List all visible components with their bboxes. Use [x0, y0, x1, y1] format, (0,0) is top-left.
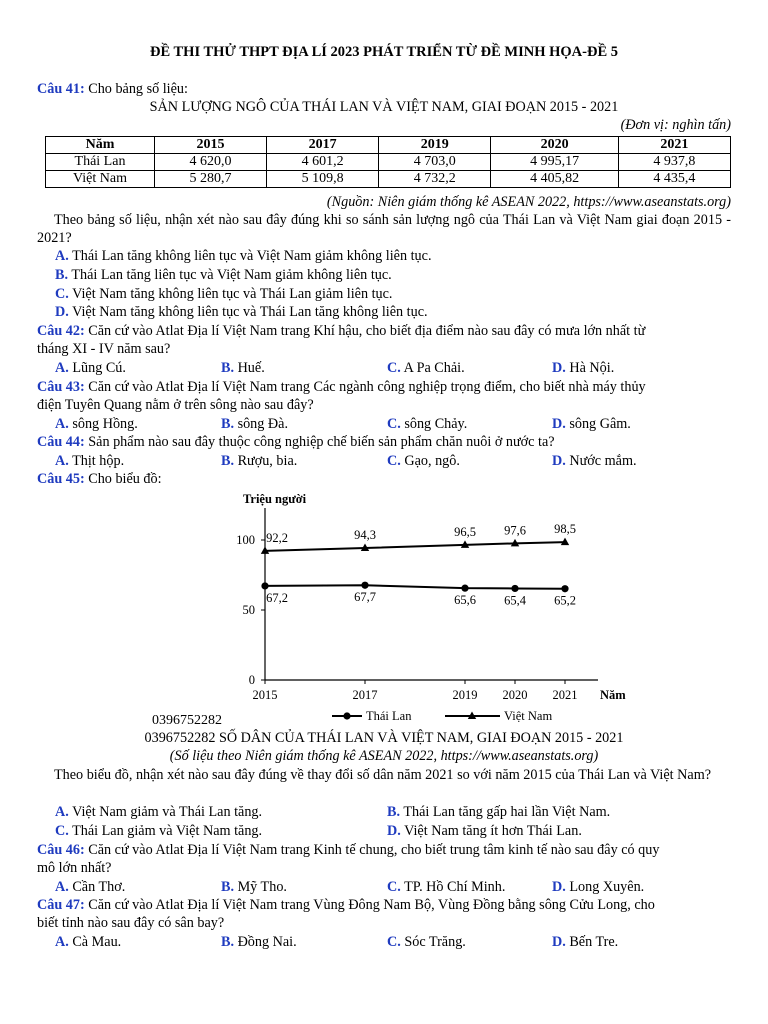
- option-text: Sóc Trăng.: [404, 934, 466, 950]
- option-letter: C.: [55, 823, 69, 839]
- data-label: 97,6: [504, 523, 526, 538]
- q41-question: Theo bảng số liệu, nhận xét nào sau đây đúng khi so sánh sản lượng ngô của Thái Lan và Việt Nam giai đoạn 2015 - 2021?: [37, 212, 731, 246]
- q45-lead: Cho biểu đồ:: [88, 471, 162, 487]
- q46-number: Câu 46:: [37, 842, 85, 858]
- q47-option-c[interactable]: [387, 933, 466, 951]
- legend-label-vietnam: Việt Nam: [504, 709, 553, 723]
- table-cell: Việt Nam: [46, 171, 155, 188]
- table-cell: 5 109,8: [267, 171, 379, 188]
- option-letter: C.: [387, 416, 401, 432]
- legend-label-thailand: Thái Lan: [366, 709, 412, 723]
- q45-option-b[interactable]: [387, 803, 610, 821]
- table-header-cell: 2017: [267, 137, 379, 154]
- x-tick-label: 2019: [452, 688, 478, 702]
- data-label: 67,7: [354, 590, 376, 605]
- option-text: Việt Nam tăng ít hơn Thái Lan.: [404, 823, 582, 839]
- y-tick-label: 100: [236, 533, 255, 547]
- data-label: 65,4: [504, 593, 526, 608]
- q41-unit: (Đơn vị: nghìn tấn): [620, 117, 731, 133]
- q43-text: Căn cứ vào Atlat Địa lí Việt Nam trang Các ngành công nghiệp trọng điểm, cho biết nhà máy thủy: [88, 379, 646, 395]
- y-tick-label: 50: [242, 603, 255, 617]
- option-letter: A.: [55, 248, 69, 264]
- option-letter: A.: [55, 453, 69, 469]
- data-label: 92,2: [266, 530, 288, 545]
- option-text: Mỹ Tho.: [237, 879, 287, 895]
- option-text: Việt Nam tăng không liên tục và Thái Lan tăng không liên tục.: [72, 304, 428, 320]
- table-header-cell: 2020: [491, 137, 619, 154]
- option-text: sông Gâm.: [569, 416, 631, 432]
- q47-line2: biết tỉnh nào sau đây có sân bay?: [37, 915, 225, 931]
- data-label: 67,2: [266, 590, 288, 605]
- table-cell: 4 703,0: [379, 154, 491, 171]
- option-text: sông Hồng.: [72, 416, 138, 432]
- data-point: [361, 582, 368, 589]
- option-text: Thái Lan tăng không liên tục và Việt Nam giảm không liên tục.: [72, 248, 432, 264]
- option-text: Việt Nam giảm và Thái Lan tăng.: [72, 804, 263, 820]
- option-letter: C.: [387, 360, 401, 376]
- table-cell: 4 995,17: [491, 154, 619, 171]
- q45-option-d[interactable]: [387, 822, 582, 840]
- data-label: 98,5: [554, 522, 576, 537]
- option-letter: D.: [552, 360, 566, 376]
- option-text: A Pa Chải.: [403, 360, 465, 376]
- q44-number: Câu 44:: [37, 434, 85, 450]
- data-label: 94,3: [354, 527, 376, 542]
- data-point: [461, 585, 468, 592]
- option-letter: B.: [221, 416, 235, 432]
- x-tick-label: 2020: [502, 688, 528, 702]
- option-text: Thịt hộp.: [72, 453, 125, 469]
- table-cell: 4 732,2: [379, 171, 491, 188]
- y-axis-label: Triệu người: [243, 492, 307, 506]
- q42-text: Căn cứ vào Atlat Địa lí Việt Nam trang Khí hậu, cho biết địa điểm nào sau đây có mưa lớn nhất từ: [88, 323, 646, 339]
- option-letter: C.: [387, 879, 401, 895]
- chart-source: (Số liệu theo Niên giám thống kê ASEAN 2022, https://www.aseanstats.org): [169, 748, 599, 764]
- q46-line2: mô lớn nhất?: [37, 860, 112, 876]
- data-label: 96,5: [454, 524, 476, 539]
- option-text: Việt Nam tăng không liên tục và Thái Lan giảm liên tục.: [72, 286, 393, 302]
- option-letter: B.: [221, 453, 235, 469]
- data-point: [561, 585, 568, 592]
- q46-text: Căn cứ vào Atlat Địa lí Việt Nam trang Kinh tế chung, cho biết trung tâm kinh tế nào sau đây có quy: [88, 842, 660, 858]
- option-text: sông Chảy.: [404, 416, 468, 432]
- option-letter: C.: [387, 453, 401, 469]
- option-letter: D.: [552, 416, 566, 432]
- option-text: Thái Lan tăng gấp hai lần Việt Nam.: [403, 804, 611, 820]
- table-header-cell: 2015: [155, 137, 267, 154]
- q43-line2: điện Tuyên Quang nằm ở trên sông nào sau đây?: [37, 397, 314, 413]
- phone-number: 0396752282: [152, 713, 222, 728]
- data-point: [261, 582, 268, 589]
- option-text: Thái Lan tăng liên tục và Việt Nam giảm không liên tục.: [71, 267, 392, 283]
- data-label: 65,2: [554, 593, 576, 608]
- q47-number: Câu 47:: [37, 897, 85, 913]
- q47-option-a[interactable]: [55, 933, 121, 951]
- option-letter: D.: [387, 823, 401, 839]
- q45-question: Theo biểu đồ, nhận xét nào sau đây đúng về thay đổi số dân năm 2021 so với năm 2015 của Thái Lan và Việt Nam?: [54, 767, 712, 783]
- q46-option-b[interactable]: [221, 878, 287, 896]
- exam-title: ĐỀ THI THỬ THPT ĐỊA LÍ 2023 PHÁT TRIỂN TỪ ĐỀ MINH HỌA-ĐỀ 5: [150, 44, 618, 60]
- option-letter: A.: [55, 416, 69, 432]
- q46-option-c[interactable]: [387, 878, 505, 896]
- option-letter: B.: [387, 804, 401, 820]
- table-cell: 4 435,4: [618, 171, 730, 188]
- q41-lead: Cho bảng số liệu:: [88, 81, 188, 97]
- x-tick-label: 2015: [252, 688, 278, 702]
- x-tick-label: 2017: [352, 688, 378, 702]
- option-letter: A.: [55, 934, 69, 950]
- table-cell: 4 620,0: [155, 154, 267, 171]
- x-axis-label: Năm: [600, 688, 626, 702]
- q47-line1: [37, 896, 655, 914]
- option-text: Bến Tre.: [569, 934, 619, 950]
- option-letter: B.: [55, 267, 69, 283]
- q47-option-d[interactable]: [552, 933, 618, 951]
- option-letter: C.: [55, 286, 69, 302]
- x-tick-label: 2021: [552, 688, 578, 702]
- option-text: Cà Mau.: [72, 934, 122, 950]
- table-cell: 5 280,7: [155, 171, 267, 188]
- table-cell: 4 601,2: [267, 154, 379, 171]
- q46-option-a[interactable]: [55, 878, 125, 896]
- q41-source: (Nguồn: Niên giám thống kê ASEAN 2022, https://www.aseanstats.org): [326, 194, 731, 210]
- table-cell: 4 405,82: [491, 171, 619, 188]
- data-point: [511, 585, 518, 592]
- option-text: Hà Nội.: [569, 360, 615, 376]
- option-letter: D.: [552, 453, 566, 469]
- q47-text: Căn cứ vào Atlat Địa lí Việt Nam trang Vùng Đông Nam Bộ, Vùng Đồng bằng sông Cửu Long, cho: [88, 897, 655, 913]
- q45-option-a[interactable]: [55, 803, 262, 821]
- option-text: Rượu, bia.: [237, 453, 298, 469]
- chart-caption: 0396752282 SỐ DÂN CỦA THÁI LAN VÀ VIỆT NAM, GIAI ĐOẠN 2015 - 2021: [144, 730, 624, 746]
- option-text: Lũng Cú.: [72, 360, 126, 376]
- option-letter: B.: [221, 934, 235, 950]
- option-text: Đồng Nai.: [237, 934, 297, 950]
- option-letter: D.: [552, 879, 566, 895]
- series-line-vietnam: [265, 542, 565, 551]
- q43-number: Câu 43:: [37, 379, 85, 395]
- series-line-thailand: [265, 585, 565, 589]
- option-letter: B.: [221, 879, 235, 895]
- q45-option-c[interactable]: [55, 822, 262, 840]
- option-text: sông Đà.: [237, 416, 289, 432]
- option-letter: C.: [387, 934, 401, 950]
- option-letter: A.: [55, 879, 69, 895]
- option-letter: A.: [55, 360, 69, 376]
- q42-line2: tháng XI - IV năm sau?: [37, 341, 171, 357]
- option-text: Nước mắm.: [569, 453, 637, 469]
- data-label: 65,6: [454, 593, 476, 608]
- table-header-cell: 2019: [379, 137, 491, 154]
- table-header-cell: Năm: [46, 137, 155, 154]
- option-text: Gạo, ngô.: [404, 453, 460, 469]
- option-text: TP. Hồ Chí Minh.: [404, 879, 506, 895]
- q46-option-d[interactable]: [552, 878, 644, 896]
- option-letter: A.: [55, 804, 69, 820]
- q41-number: Câu 41:: [37, 81, 85, 97]
- legend-marker-thailand: [343, 712, 350, 719]
- option-text: Cần Thơ.: [72, 879, 126, 895]
- table-cell: Thái Lan: [46, 154, 155, 171]
- option-text: Long Xuyên.: [569, 879, 645, 895]
- q41-table-title: SẢN LƯỢNG NGÔ CỦA THÁI LAN VÀ VIỆT NAM, GIAI ĐOẠN 2015 - 2021: [149, 99, 619, 115]
- option-letter: B.: [221, 360, 235, 376]
- q42-number: Câu 42:: [37, 323, 85, 339]
- table-cell: 4 937,8: [618, 154, 730, 171]
- option-letter: D.: [552, 934, 566, 950]
- q45-number: Câu 45:: [37, 471, 85, 487]
- q44-text: Sản phẩm nào sau đây thuộc công nghiệp chế biến sản phẩm chăn nuôi ở nước ta?: [88, 434, 555, 450]
- option-text: Huế.: [237, 360, 265, 376]
- table-header-cell: 2021: [618, 137, 730, 154]
- option-text: Thái Lan giảm và Việt Nam tăng.: [72, 823, 263, 839]
- option-letter: D.: [55, 304, 69, 320]
- q46-line1: [37, 841, 659, 859]
- q47-option-b[interactable]: [221, 933, 297, 951]
- y-tick-label: 0: [248, 673, 255, 687]
